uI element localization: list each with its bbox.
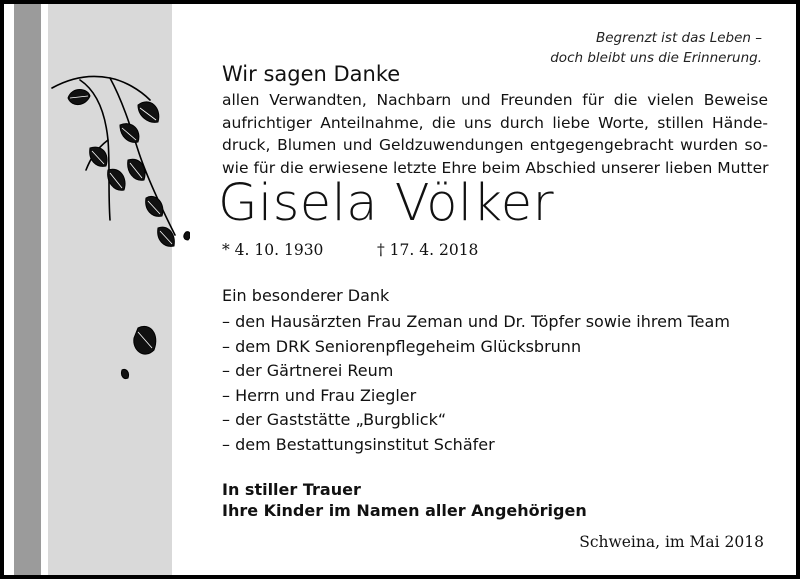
list-item: – dem DRK Seniorenpflegeheim Glücksbrunn [222,336,582,356]
birth-date: * 4. 10. 1930 [222,241,324,259]
list-item: – den Hausärzten Frau Zeman und Dr. Töpfer sowie ihrem Team [222,312,730,331]
signature-line-2: Ihre Kinder im Namen aller Angehörigen [222,501,587,520]
thank-you-heading: Wir sagen Danke [222,62,401,86]
list-item: – der Gärtnerei Reum [222,361,394,380]
signature-line-1: In stiller Trauer [222,480,361,499]
quote-line-1: Begrenzt ist das Leben – [595,30,762,46]
birch-branch-illustration [50,70,190,400]
special-thanks-list [222,310,730,457]
list-item: – dem Bestattungsinstitut Schäfer [222,434,495,454]
memorial-quote [502,28,762,68]
list-item: – der Gaststätte „Burgblick“ [222,410,447,429]
intro-line-1: allen Verwandten, Nachbarn und Freunden für die vielen Beweise [222,91,768,109]
deceased-name: Gisela Völker [218,174,555,233]
intro-line-3: druck, Blumen und Geldzuwendungen entgegengebracht wurden so- [222,136,768,154]
intro-line-4: wie für die erwiesene letzte Ehre beim Abschied unserer lieben Mutter [222,158,769,177]
thank-you-text [222,89,768,179]
special-thanks-heading: Ein besonderer Dank [222,286,390,305]
place-and-date: Schweina, im Mai 2018 [579,533,764,551]
quote-line-2: doch bleibt uns die Erinnerung. [550,50,762,66]
list-item: – Herrn und Frau Ziegler [222,385,417,405]
decorative-band-dark [14,4,41,575]
death-date: † 17. 4. 2018 [377,241,479,259]
intro-line-2: aufrichtiger Anteilnahme, die uns durch liebe Worte, stillen Hände- [222,113,768,132]
